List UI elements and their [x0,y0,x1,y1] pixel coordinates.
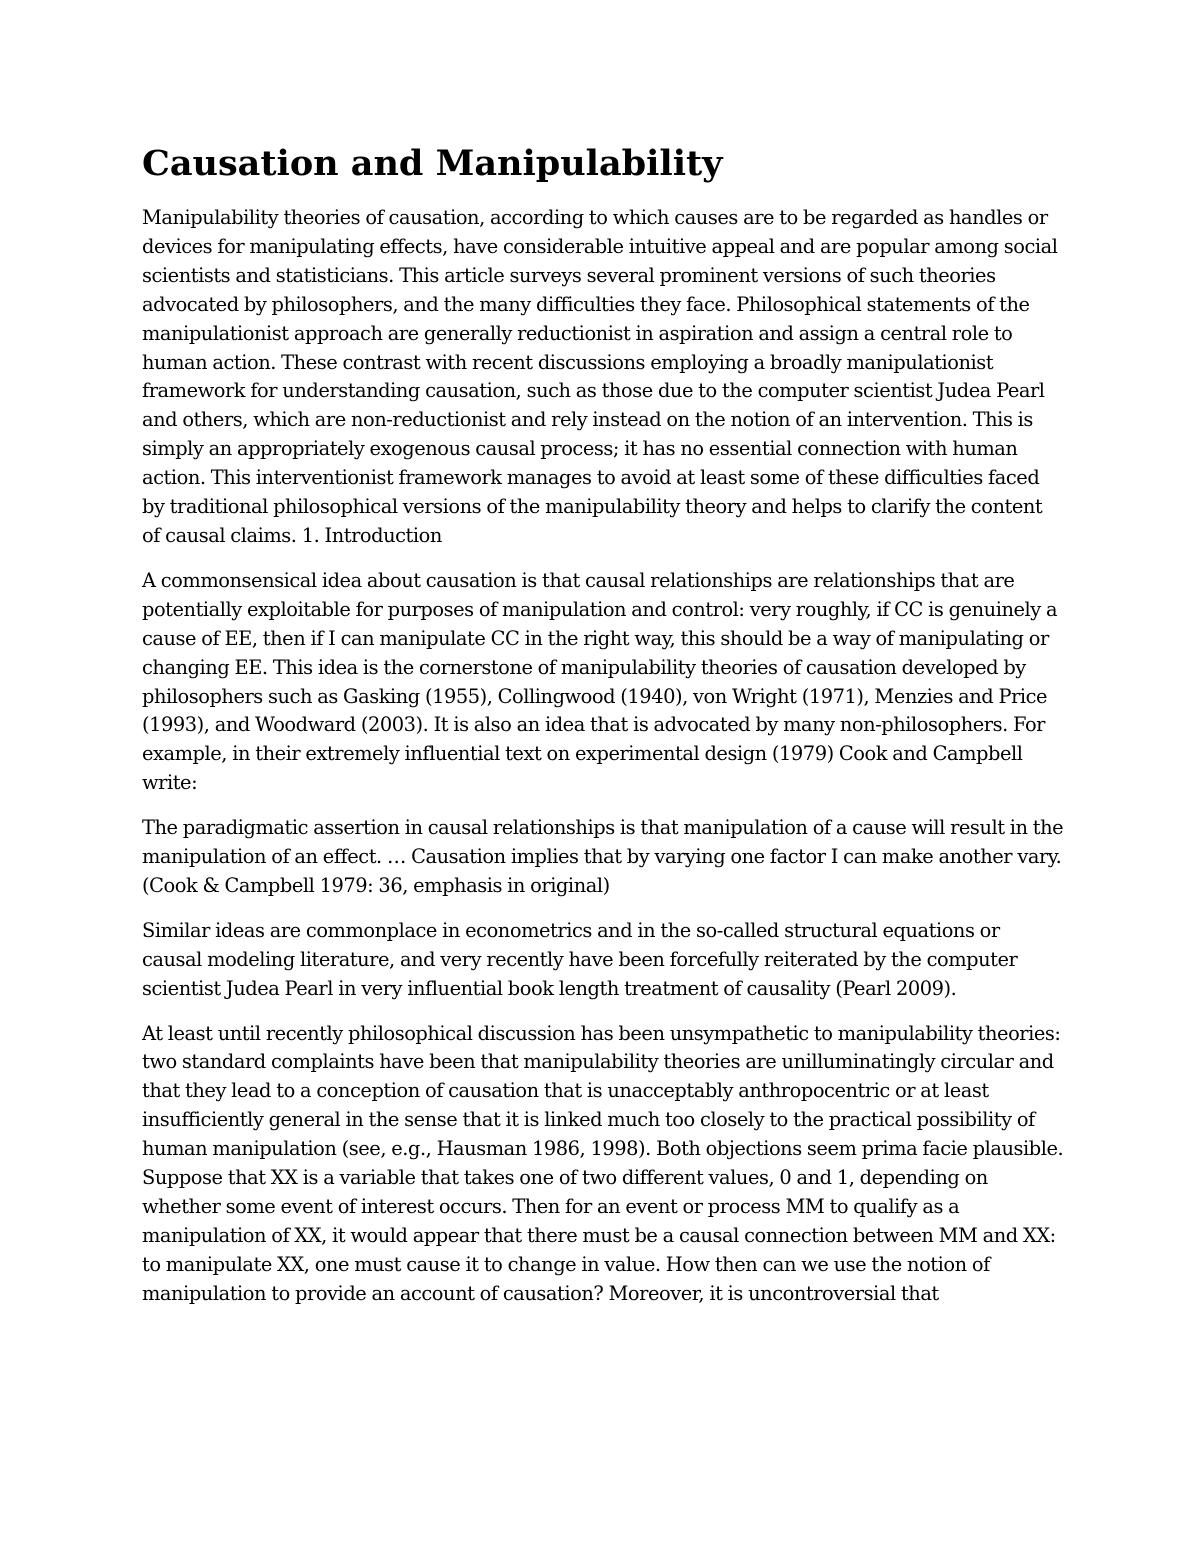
document-page [142,138,1064,1325]
structural-equations-paragraph: Similar ideas are commonplace in econometrics and in the so-called structural equations or causal modeling literature, and very recently have been forcefully reiterated by the computer scientist Judea Pearl in very influential book length treatment of causality (Pearl 2009). [142,918,1018,1000]
objections-paragraph: At least until recently philosophical discussion has been unsympathetic to manipulability theories: two standard complaints have been that manipulability theories are unilluminatingly circular and that they lead to a conception of causation that is unacceptably anthropocentric or at least insufficiently general in the sense that it is linked much too closely to the practical possibility of human manipulation (see, e.g., Hausman 1986, 1998). Both objections seem prima facie plausible. Suppose that XX is a variable that takes one of two different values, 0 and 1, depending on whether some event of interest occurs. Then for an event or process MM to qualify as a manipulation of XX, it would appear that there must be a causal connection between MM and XX: to manipulate XX, one must cause it to change in value. How then can we use the notion of manipulation to provide an account of causation? Moreover, it is uncontroversial that [142,1021,1064,1305]
block-quote-paragraph: The paradigmatic assertion in causal relationships is that manipulation of a cause will result in the manipulation of an effect. … Causation implies that by varying one factor I can make another vary. (Cook & Campbell 1979: 36, emphasis in original) [142,816,1064,897]
document-title: Causation and Manipulability [142,143,723,184]
abstract-paragraph: Manipulability theories of causation, according to which causes are to be regarded as handles or devices for manipulating effects, have considerable intuitive appeal and are popular among social scientists and statisticians. This article surveys several prominent versions of such theories advocated by philosophers, and the many difficulties they face. Philosophical statements of the manipulationist approach are generally reductionist in aspiration and assign a central role to human action. These contrast with recent discussions employing a broadly manipulationist framework for understanding causation, such as those due to the computer scientist Judea Pearl and others, which are non-reductionist and rely instead on the notion of an intervention. This is simply an appropriately exogenous causal process; it has no essential connection with human action. This interventionist framework manages to avoid at least some of these difficulties faced by traditional philosophical versions of the manipulability theory and helps to clarify the content of causal claims. 1. Introduction [142,206,1058,547]
introduction-paragraph: A commonsensical idea about causation is that causal relationships are relationships that are potentially exploitable for purposes of manipulation and control: very roughly, if CC is genuinely a cause of EE, then if I can manipulate CC in the right way, this should be a way of manipulating or changing EE. This idea is the cornerstone of manipulability theories of causation developed by philosophers such as Gasking (1955), Collingwood (1940), von Wright (1971), Menzies and Price (1993), and Woodward (2003). It is also an idea that is advocated by many non-philosophers. For example, in their extremely influential text on experimental design (1979) Cook and Campbell write: [142,568,1058,795]
